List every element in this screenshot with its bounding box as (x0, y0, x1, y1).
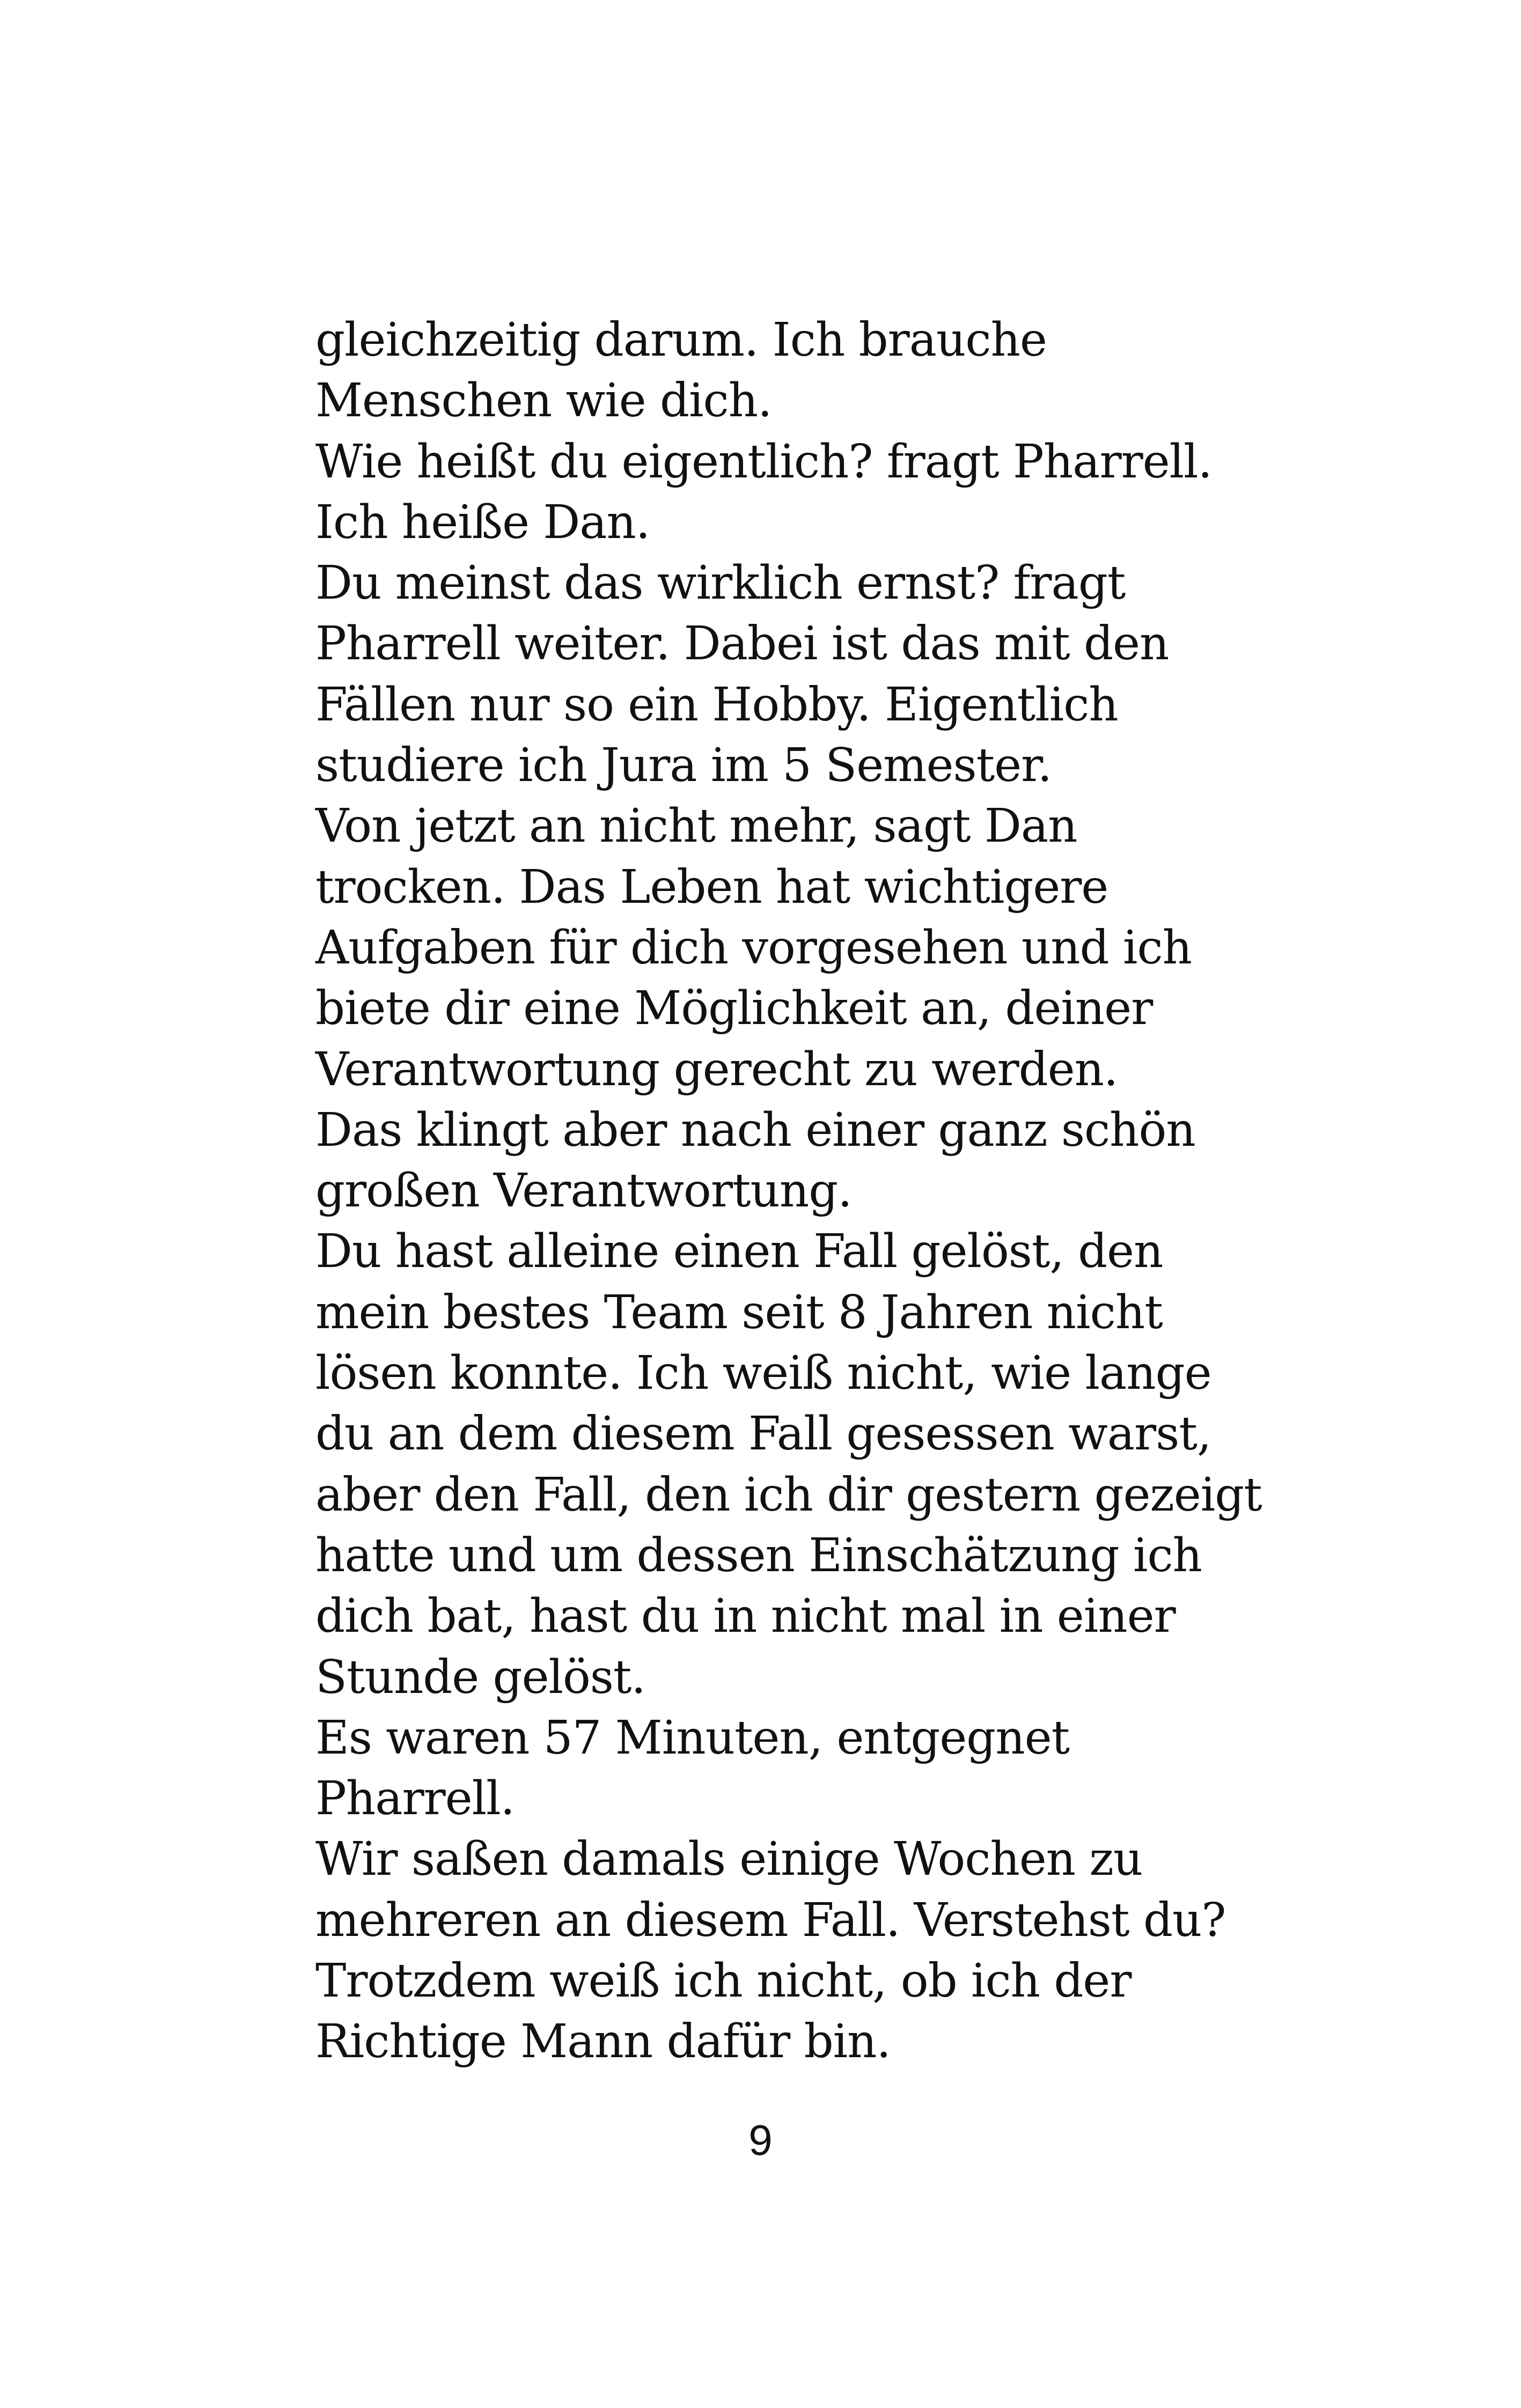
text-line: Richtige Mann dafür bin. (315, 2015, 891, 2069)
text-line: trocken. Das Leben hat wichtigere (315, 860, 1108, 914)
text-line: mehreren an diesem Fall. Verstehst du? (315, 1893, 1226, 1947)
text-line: biete dir eine Möglichkeit an, deiner (315, 982, 1153, 1036)
text-line: Fällen nur so ein Hobby. Eigentlich (315, 678, 1118, 732)
text-line: Du hast alleine einen Fall gelöst, den (315, 1225, 1163, 1279)
text-line: Pharrell. (315, 1772, 515, 1826)
text-line: dich bat, hast du in nicht mal in einer (315, 1589, 1175, 1644)
text-line: Aufgaben für dich vorgesehen und ich (315, 921, 1192, 975)
text-line: mein bestes Team seit 8 Jahren nicht (315, 1285, 1163, 1339)
text-line: lösen konnte. Ich weiß nicht, wie lange (315, 1346, 1211, 1401)
text-line: Wie heißt du eigentlich? fragt Pharrell. (315, 435, 1212, 489)
text-line: Wir saßen damals einige Wochen zu (315, 1832, 1143, 1887)
text-line: Von jetzt an nicht mehr, sagt Dan (315, 799, 1077, 853)
text-line: Pharrell weiter. Dabei ist das mit den (315, 617, 1169, 671)
text-line: großen Verantwortung. (315, 1164, 852, 1218)
text-line: studiere ich Jura im 5 Semester. (315, 739, 1052, 793)
page-number: 9 (748, 2116, 773, 2164)
text-line: Das klingt aber nach einer ganz schön (315, 1103, 1195, 1157)
text-line: Es waren 57 Minuten, entgegnet (315, 1711, 1070, 1765)
text-line: aber den Fall, den ich dir gestern gezeigt (315, 1468, 1262, 1522)
text-line: Stunde gelöst. (315, 1650, 645, 1704)
text-line: hatte und um dessen Einschätzung ich (315, 1528, 1202, 1582)
text-line: Trotzdem weiß ich nicht, ob ich der (315, 1954, 1131, 2008)
text-line: gleichzeitig darum. Ich brauche (315, 313, 1047, 367)
text-line: Ich heiße Dan. (315, 495, 650, 549)
text-line: Du meinst das wirklich ernst? fragt (315, 556, 1126, 610)
text-line: Menschen wie dich. (315, 374, 772, 428)
body-text (315, 310, 1512, 2073)
text-line: du an dem diesem Fall gesessen warst, (315, 1407, 1211, 1461)
text-line: Verantwortung gerecht zu werden. (315, 1042, 1118, 1096)
